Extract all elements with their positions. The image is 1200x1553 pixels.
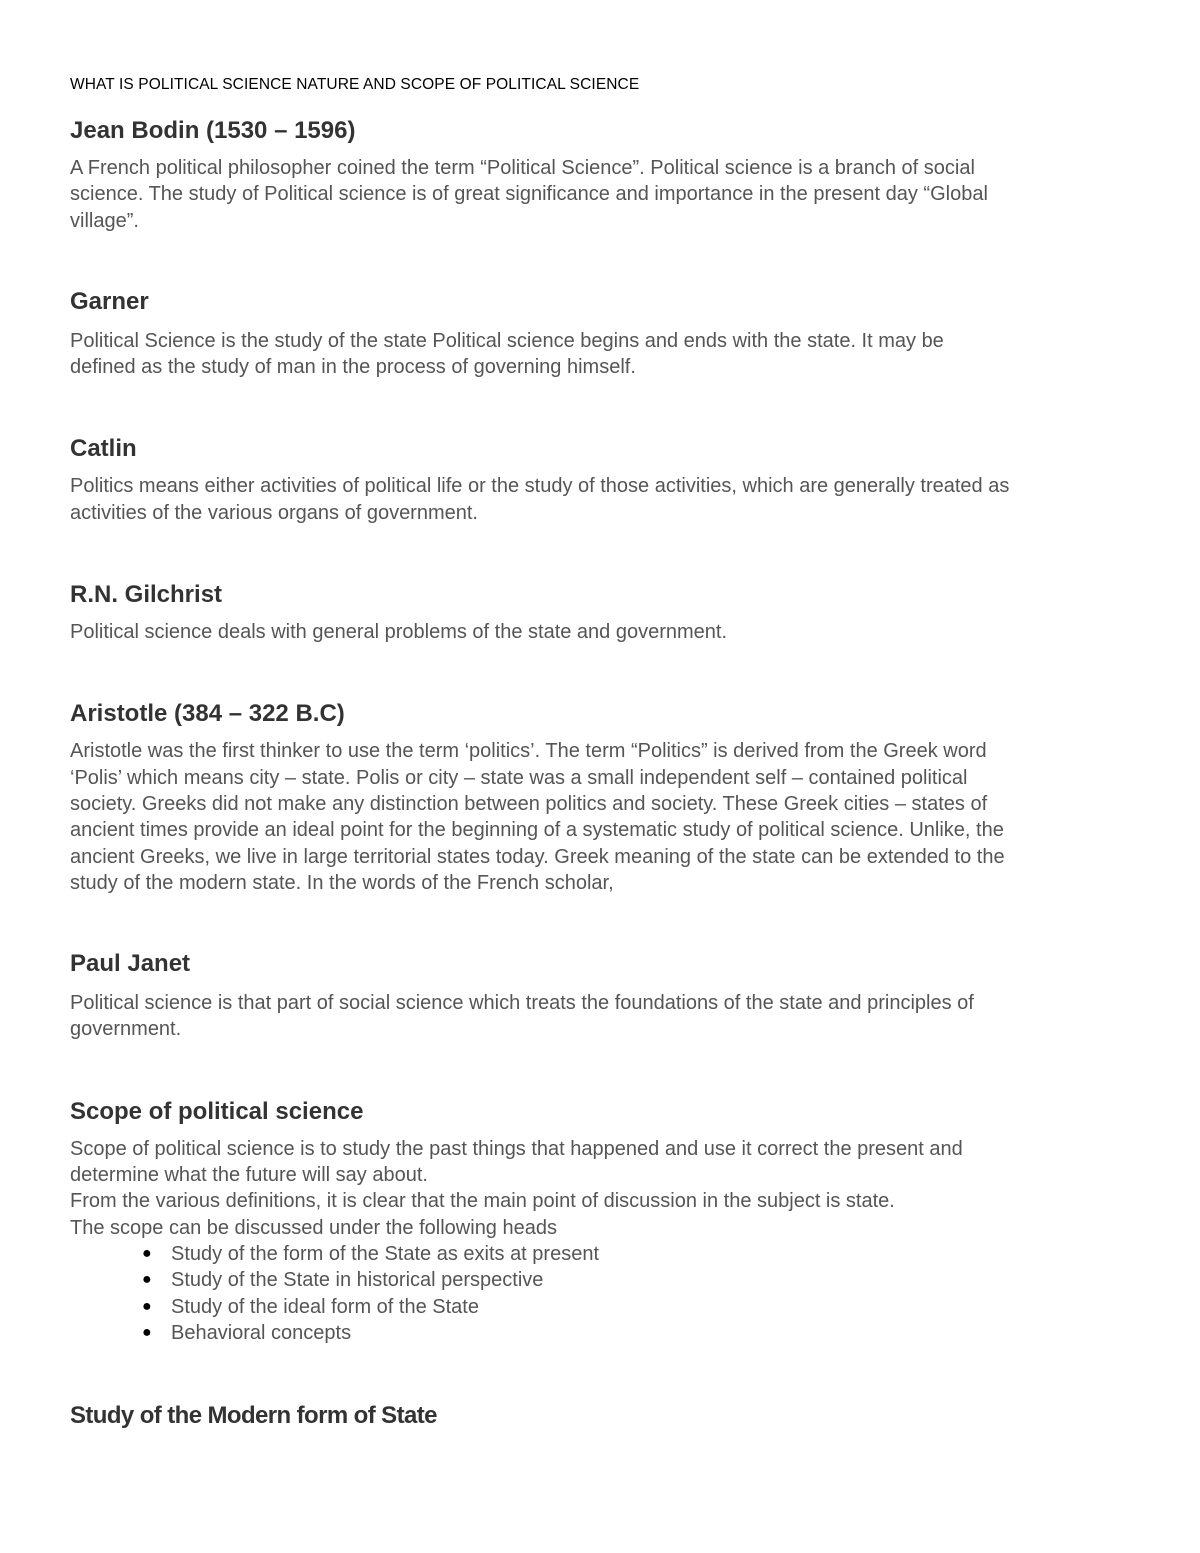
bullet-icon: ● [142,1271,152,1289]
list-item [70,1267,1140,1293]
list-item-text: Study of the form of the State as exits at present [171,1242,600,1265]
heading-scope: Scope of political science [70,1097,364,1125]
heading-aristotle: Aristotle (384 – 322 B.C) [70,700,345,728]
paragraph-line: defined as the study of man in the process of governing himself. [70,356,636,379]
paragraph-line: Politics means either activities of political life or the study of those activities, which are generally treated as [70,475,1010,498]
section-paul-janet [70,948,1140,1043]
paragraph-line: ancient Greeks, we live in large territorial states today. Greek meaning of the state can be extended to the [70,845,1005,868]
paragraph-line: Political Science is the study of the state Political science begins and ends with the state. It may be [70,329,944,352]
heading-paul-janet: Paul Janet [70,950,191,978]
heading-garner: Garner [70,287,149,315]
list-item [70,1320,1140,1346]
section-gilchrist [70,579,1140,645]
bullet-icon: ● [142,1323,152,1341]
heading-catlin: Catlin [70,435,137,463]
heading-jean-bodin: Jean Bodin (1530 – 1596) [70,117,356,144]
list-item [70,1241,1140,1267]
heading-modern-state: Study of the Modern form of State [70,1402,437,1430]
paragraph-line: Scope of political science is to study the past things that happened and use it correct the present and [70,1137,963,1160]
scope-bullet-list [70,1241,1140,1346]
section-scope [70,1096,1140,1346]
document-page [70,74,1140,1432]
heading-gilchrist: R.N. Gilchrist [70,581,223,609]
paragraph-line: Political science is that part of social science which treats the foundations of the state and principles of [70,992,974,1015]
paragraph-line: Aristotle was the first thinker to use the term ‘politics’. The term “Politics” is derived from the Greek word [70,740,987,763]
bullet-icon: ● [142,1244,152,1262]
section-aristotle [70,698,1140,896]
paragraph-line: village”. [70,209,139,232]
paragraph-line: ancient times provide an ideal point for the beginning of a systematic study of political science. Unlike, the [70,819,1004,842]
list-item-text: Study of the State in historical perspective [171,1269,544,1292]
paragraph-line: science. The study of Political science is of great significance and importance in the present day “Global [70,183,988,206]
list-item-text: Behavioral concepts [171,1321,352,1344]
section-modern-state [70,1400,1140,1432]
paragraph-line: From the various definitions, it is clear that the main point of discussion in the subject is state. [70,1190,895,1213]
paragraph-line: The scope can be discussed under the following heads [70,1216,557,1239]
paragraph-line: activities of the various organs of government. [70,501,478,524]
paragraph-line: Political science deals with general problems of the state and government. [70,621,728,644]
section-catlin [70,433,1140,526]
paragraph-line: determine what the future will say about. [70,1164,428,1187]
document-title: WHAT IS POLITICAL SCIENCE NATURE AND SCOPE OF POLITICAL SCIENCE [70,76,640,93]
paragraph-line: government. [70,1018,182,1041]
bullet-icon: ● [142,1297,152,1315]
section-garner [70,286,1140,381]
paragraph-line: ‘Polis’ which means city – state. Polis or city – state was a small independent self – contained political [70,766,968,789]
paragraph-line: study of the modern state. In the words of the French scholar, [70,871,614,894]
paragraph-line: A French political philosopher coined the term “Political Science”. Political science is a branch of social [70,157,975,179]
list-item [70,1294,1140,1320]
paragraph-line: society. Greeks did not make any distinction between politics and society. These Greek cities – states of [70,792,988,815]
section-jean-bodin [70,115,1140,234]
list-item-text: Study of the ideal form of the State [171,1295,479,1318]
